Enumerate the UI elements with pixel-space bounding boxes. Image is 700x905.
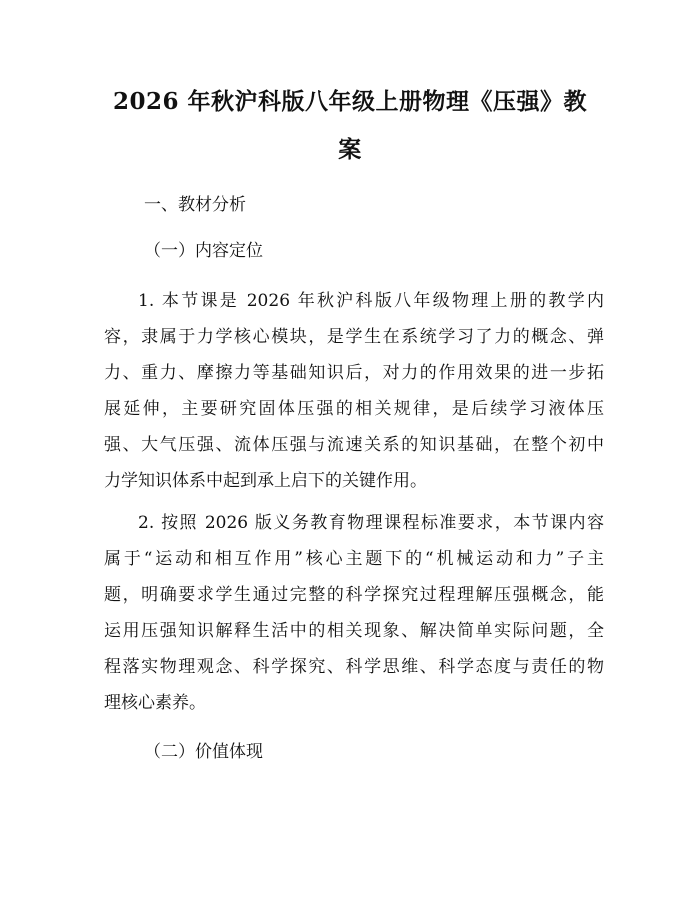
paragraph-line: 容，隶属于力学核心模块，是学生在系统学习了力的概念、弹 — [104, 327, 604, 347]
section-heading-textbook-analysis: 一、教材分析 — [144, 195, 246, 215]
subsection-heading-content-positioning: （一）内容定位 — [144, 241, 263, 261]
paragraph-line: 力学知识体系中起到承上启下的关键作用。 — [104, 471, 427, 491]
document-title-line-1: 2026 年秋沪科版八年级上册物理《压强》教 — [112, 88, 588, 115]
paragraph-line: 属于“运动和相互作用”核心主题下的“机械运动和力”子主 — [104, 549, 604, 569]
paragraph-content-positioning-1 — [104, 283, 604, 499]
paragraph-line: 运用压强知识解释生活中的相关现象、解决简单实际问题，全 — [104, 621, 604, 641]
paragraph-line: 强、大气压强、流体压强与流速关系的知识基础，在整个初中 — [104, 435, 604, 455]
paragraph-line: 展延伸，主要研究固体压强的相关规律，是后续学习液体压 — [104, 399, 604, 419]
paragraph-line: 理核心素养。 — [104, 693, 206, 713]
paragraph-line: 1. 本节课是 2026 年秋沪科版八年级物理上册的教学内 — [138, 291, 604, 311]
paragraph-line: 程落实物理观念、科学探究、科学思维、科学态度与责任的物 — [104, 657, 604, 677]
paragraph-line: 力、重力、摩擦力等基础知识后，对力的作用效果的进一步拓 — [104, 363, 604, 383]
paragraph-line: 题，明确要求学生通过完整的科学探究过程理解压强概念，能 — [104, 585, 604, 605]
paragraph-line: 2. 按照 2026 版义务教育物理课程标准要求，本节课内容 — [138, 513, 604, 533]
document-title-line-2: 案 — [338, 136, 362, 163]
subsection-heading-value-embodiment: （二）价值体现 — [144, 742, 263, 762]
paragraph-content-positioning-2 — [104, 505, 604, 721]
